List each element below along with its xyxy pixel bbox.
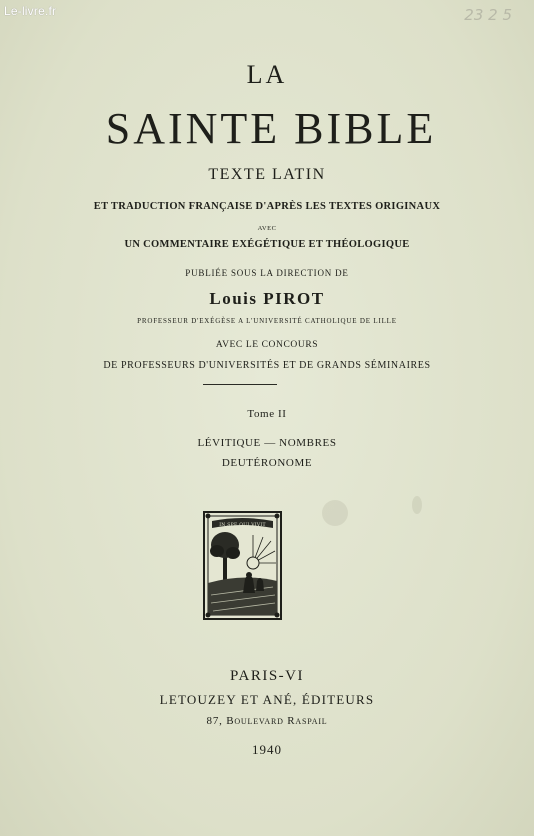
editor-role: PROFESSEUR D'EXÉGÈSE A L'UNIVERSITÉ CATHOLIQUE DE LILLE	[137, 317, 397, 325]
tome-label: Tome II	[247, 408, 287, 420]
avec-line: AVEC	[257, 225, 277, 232]
imprint-year: 1940	[252, 742, 282, 757]
title-article: LA	[246, 60, 288, 89]
watermark: Le-livre.fr	[4, 4, 57, 18]
imprint-publisher: LETOUZEY ET ANÉ, ÉDITEURS	[159, 692, 375, 707]
book-title: SAINTE BIBLE	[105, 104, 437, 153]
concours-line: AVEC LE CONCOURS	[215, 340, 319, 350]
direction-line: PUBLIÉE SOUS LA DIRECTION DE	[185, 268, 349, 278]
translation-line: ET TRADUCTION FRANÇAISE D'APRÈS LES TEXTES ORIGINAUX	[93, 201, 441, 212]
paper-stain	[412, 496, 422, 514]
divider-rule	[203, 384, 277, 385]
svg-text:IN SPE QUI VIVIT: IN SPE QUI VIVIT	[219, 523, 266, 528]
pencil-note: 23 2 5	[464, 6, 512, 24]
paper-stain	[322, 500, 348, 526]
imprint-city: PARIS-VI	[230, 668, 304, 684]
publisher-emblem-icon	[203, 511, 282, 620]
imprint-address: 87, Boulevard Raspail	[206, 715, 328, 727]
commentary-line: UN COMMENTAIRE EXÉGÉTIQUE ET THÉOLOGIQUE	[124, 239, 410, 250]
contributors-line: DE PROFESSEURS D'UNIVERSITÉS ET DE GRANDS SÉMINAIRES	[103, 360, 431, 371]
books-line-2: DEUTÉRONOME	[221, 457, 313, 469]
book-subtitle: TEXTE LATIN	[208, 166, 326, 183]
editor-name: Louis PIROT	[209, 289, 325, 308]
books-line-1: LÉVITIQUE — NOMBRES	[197, 437, 337, 449]
